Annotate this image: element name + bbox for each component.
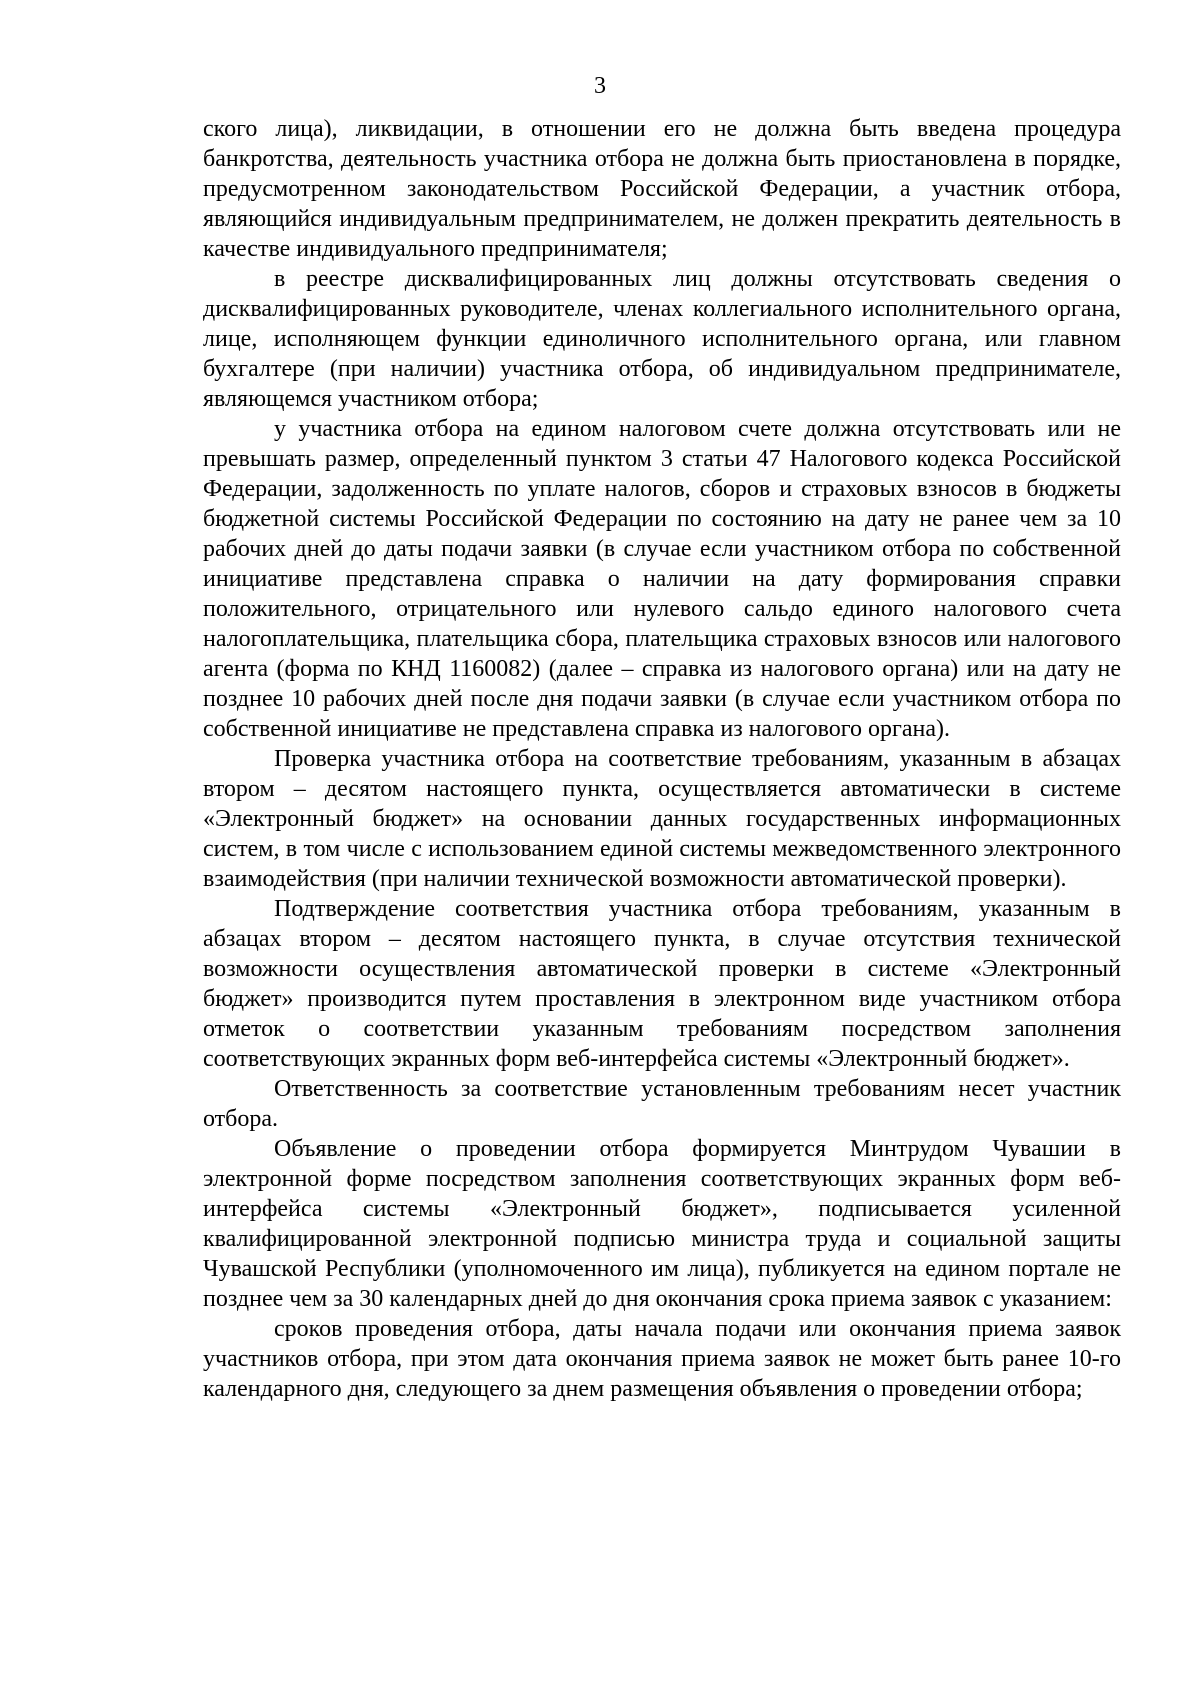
paragraph-2: в реестре дисквалифицированных лиц должны отсутствовать сведения о дисквалифицированных руководителе, членах коллегиального исполнительного органа, лице, исполняющем функции единоличного исполнительного органа, или главном бухгалтере (при наличии) участника отбора, об индивидуальном предпринимателе, являющемся участником отбора;	[203, 266, 1121, 412]
paragraph-3: у участника отбора на едином налоговом счете должна отсутствовать или не превышать размер, определенный пунктом 3 статьи 47 Налогового кодекса Российской Федерации, задолженность по уплате налогов, сборов и страховых взносов в бюджеты бюджетной системы Российской Федерации по состоянию на дату не ранее чем за 10 рабочих дней до даты подачи заявки (в случае если участником отбора по собственной инициативе представлена справка о наличии на дату формирования справки положительного, отрицательного или нулевого сальдо единого налогового счета налогоплательщика, плательщика сбора, плательщика страховых взносов или налогового агента (форма по КНД 1160082) (далее – справка из налогового органа) или на дату не позднее 10 рабочих дней после дня подачи заявки (в случае если участником отбора по собственной инициативе не представлена справка из налогового органа).	[203, 416, 1121, 742]
document-body	[203, 114, 1121, 1404]
paragraph-8: сроков проведения отбора, даты начала подачи или окончания приема заявок участников отбора, при этом дата окончания приема заявок не может быть ранее 10-го календарного дня, следующего за днем размещения объявления о проведении отбора;	[203, 1316, 1121, 1402]
page-number: 3	[594, 73, 606, 99]
paragraph-7: Объявление о проведении отбора формируется Минтрудом Чувашии в электронной форме посредством заполнения соответствующих экранных форм веб-интерфейса системы «Электронный бюджет», подписывается усиленной квалифицированной электронной подписью министра труда и социальной защиты Чувашской Республики (уполномоченного им лица), публикуется на едином портале не позднее чем за 30 календарных дней до дня окончания срока приема заявок с указанием:	[203, 1136, 1121, 1312]
paragraph-4: Проверка участника отбора на соответствие требованиям, указанным в абзацах втором – десятом настоящего пункта, осуществляется автоматически в системе «Электронный бюджет» на основании данных государственных информационных систем, в том числе с использованием единой системы межведомственного электронного взаимодействия (при наличии технической возможности автоматической проверки).	[203, 746, 1121, 892]
paragraph-5: Подтверждение соответствия участника отбора требованиям, указанным в абзацах втором – десятом настоящего пункта, в случае отсутствия технической возможности осуществления автоматической проверки в системе «Электронный бюджет» производится путем проставления в электронном виде участником отбора отметок о соответствии указанным требованиям посредством заполнения соответствующих экранных форм веб-интерфейса системы «Электронный бюджет».	[203, 896, 1121, 1072]
paragraph-1: ского лица), ликвидации, в отношении его не должна быть введена процедура банкротства, деятельность участника отбора не должна быть приостановлена в порядке, предусмотренном законодательством Российской Федерации, а участник отбора, являющийся индивидуальным предпринимателем, не должен прекратить деятельность в качестве индивидуального предпринимателя;	[203, 116, 1121, 262]
paragraph-6: Ответственность за соответствие установленным требованиям несет участник отбора.	[203, 1076, 1121, 1132]
